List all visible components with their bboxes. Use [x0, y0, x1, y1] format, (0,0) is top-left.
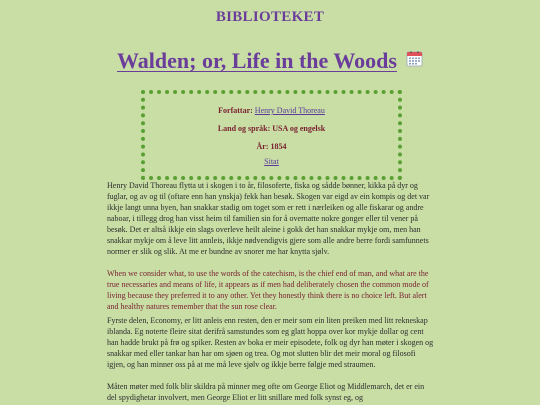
- paragraph-text: Henry David Thoreau flytta ut i skogen i to år, filosoferte, fiska og sådde bønner, kikka på dyr og fuglar, og av og til (oftare enn han ynskja) fekk han besøk. Skogen var eigd av ein kompis og det var ikkje langt unna byen, han snakkar stadig om toget som er rett i nærleiken og alle fiskarar og andre naboar, i tillegg drog han visst heim til familien sin for å overnatte nokre gonger eller til vener på besøk. Det er altså ikkje ein slags overleve heilt aleine i gokk det han snakkar mykje om, men han snakkar mykje om å leve litt annleis, ikkje nødvendigvis gjere som alle andre berre fordi samfunnets normer er slik og slik. At me er bundne av snorer me har knytta sjølv.: [107, 181, 430, 256]
- author-link[interactable]: Henry David Thoreau: [254, 106, 325, 115]
- book-info-box: [141, 90, 402, 180]
- paragraph-text: Måten møter med folk blir skildra på minner meg ofte om George Eliot og Middlemarch, det er ein del spydighetar involvert, men George Eliot er litt snillare med folk synst eg, og: [107, 382, 425, 402]
- author-line: [145, 106, 398, 115]
- quote-line: [145, 157, 398, 166]
- book-title[interactable]: Walden; or, Life in the Woods: [117, 48, 397, 73]
- land-language: Land og språk: USA og engelsk: [217, 124, 326, 133]
- review-paragraph: [107, 381, 435, 403]
- site-title[interactable]: BIBLIOTEKET: [215, 9, 325, 25]
- quote-link[interactable]: Sitat: [264, 157, 279, 166]
- book-quote: [107, 268, 435, 312]
- paragraph-text: Fyrste delen, Economy, er litt anleis enn resten, den er meir som ein liten preiken med litt rekneskap iblanda. Eg noterte fleire sitat derifrå samstundes som eg glatt hoppa over kor mykje dollar og cent han hadde brukt på frø og spiker. Resten av boka er meir episodete, folk og dyr han møter i skogen og snakkar med eller tankar han har om sjøen og trea. Og mot slutten blir det meir moral og filosofi igjen, og han minner oss på at me må leve sjølv og ikkje berre følgje med straumen.: [107, 316, 434, 369]
- author-label: Forfattar:: [218, 106, 253, 115]
- quote-text: When we consider what, to use the words of the catechism, is the chief end of man, and what are the true necessaries and means of life, it appears as if men had deliberately chosen the common mode of living because they preferred it to any other. Yet they honestly think there is no choice left. But alert and healthy natures remember that the sun rose clear.: [107, 269, 429, 311]
- book-title-row: [0, 48, 540, 78]
- review-paragraph: [107, 180, 435, 257]
- calendar-icon: [406, 50, 423, 67]
- publication-year: År: 1854: [256, 142, 287, 151]
- review-paragraph: [107, 315, 435, 370]
